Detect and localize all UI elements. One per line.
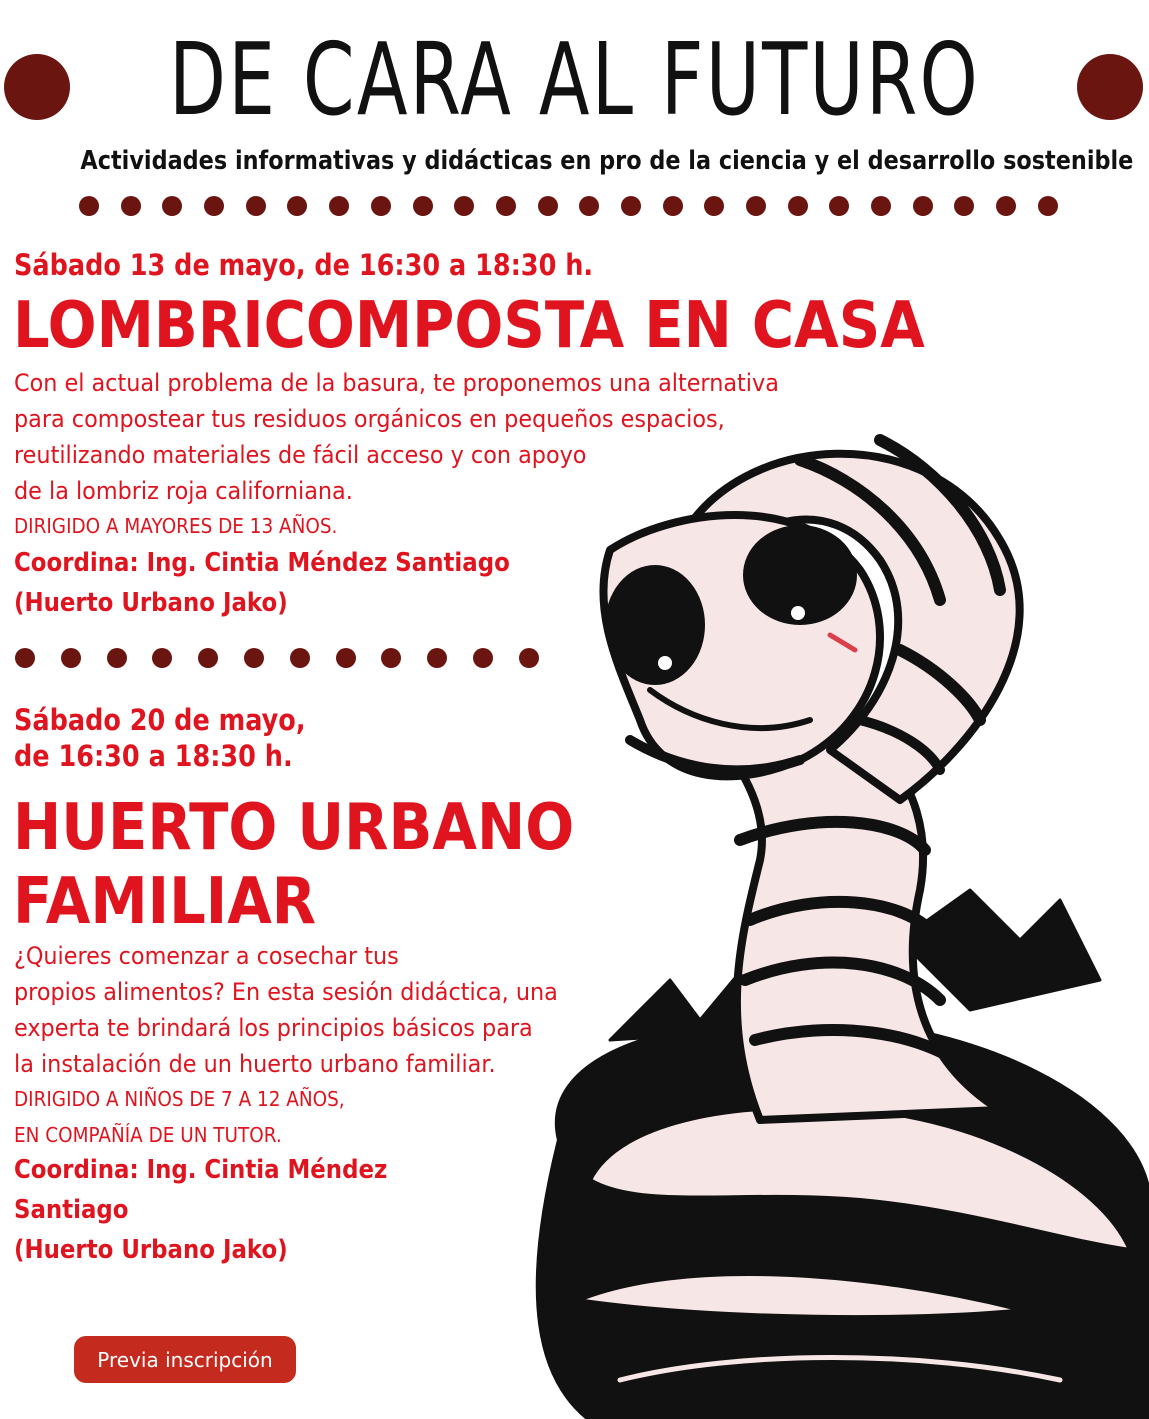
event2-audience-line: DIRIGIDO A NIÑOS DE 7 A 12 AÑOS, <box>14 1087 345 1111</box>
page-title: DE CARA AL FUTURO <box>169 21 980 138</box>
event1-coordinator <box>14 543 510 623</box>
event1-description-line: de la lombriz roja californiana. <box>14 477 353 505</box>
event1-title: LOMBRICOMPOSTA EN CASA <box>13 289 925 363</box>
dot-divider-top <box>79 196 1058 216</box>
event2-coordinator-line: Coordina: Ing. Cintia Méndez <box>14 1155 388 1185</box>
event1-description <box>14 365 779 509</box>
event1-description-line: Con el actual problema de la basura, te proponemos una alternativa <box>14 369 779 397</box>
event1-description-line: reutilizando materiales de fácil acceso y con apoyo <box>14 441 587 469</box>
event2-title <box>13 792 574 939</box>
event2-audience-line: EN COMPAÑÍA DE UN TUTOR. <box>14 1123 282 1147</box>
event2-date-line: de 16:30 a 18:30 h. <box>14 739 293 774</box>
header-right-dot <box>1077 54 1143 120</box>
event2-description-line: experta te brindará los principios básicos para <box>14 1014 533 1042</box>
event2-coordinator-line: Santiago <box>14 1195 129 1225</box>
page-subtitle: Actividades informativas y didácticas en pro de la ciencia y el desarrollo sostenible <box>80 146 1134 176</box>
registration-button[interactable]: Previa inscripción <box>74 1336 296 1383</box>
event2-description-line: la instalación de un huerto urbano familiar. <box>14 1050 496 1078</box>
event2-description-line: ¿Quieres comenzar a cosechar tus <box>14 942 399 970</box>
event2-title-line: HUERTO URBANO <box>13 791 575 865</box>
event1-audience: DIRIGIDO A MAYORES DE 13 AÑOS. <box>14 514 338 538</box>
event2-coordinator <box>14 1150 387 1270</box>
event2-description-line: propios alimentos? En esta sesión didáctica, una <box>14 978 558 1006</box>
event2-coordinator-line: (Huerto Urbano Jako) <box>14 1235 288 1265</box>
event2-title-line: FAMILIAR <box>13 864 317 939</box>
event2-description <box>14 938 558 1082</box>
event2-date <box>14 702 306 775</box>
dot-divider-middle <box>15 648 539 668</box>
event2-date-line: Sábado 20 de mayo, <box>14 703 306 737</box>
earthworm-illustration <box>500 420 1149 1419</box>
event1-coordinator-line: Coordina: Ing. Cintia Méndez Santiago <box>14 548 510 578</box>
event1-coordinator-line: (Huerto Urbano Jako) <box>14 588 288 618</box>
event1-description-line: para compostear tus residuos orgánicos en pequeños espacios, <box>14 405 725 433</box>
event1-date: Sábado 13 de mayo, de 16:30 a 18:30 h. <box>14 248 594 282</box>
header-left-dot <box>4 54 70 120</box>
event2-audience <box>14 1081 345 1153</box>
